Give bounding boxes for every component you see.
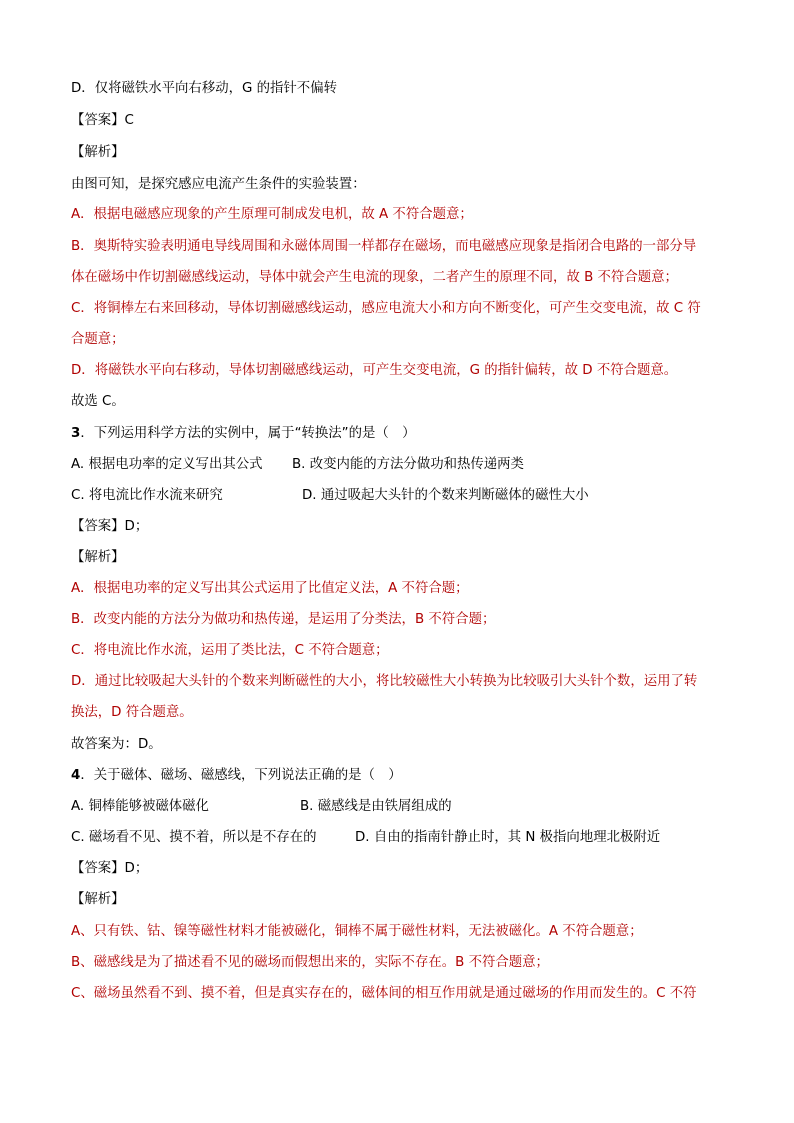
q3-analysis-line: B．改变内能的方法分为做功和热传递，是运用了分类法，B 不符合题； [71, 612, 496, 627]
question-number: 4 [71, 768, 81, 783]
q4-analysis-line: B、磁感线是为了描述看不见的磁场而假想出来的，实际不存在。B 不符合题意； [71, 955, 549, 970]
q3-analysis-line: D．通过比较吸起大头针的个数来判断磁性的大小，将比较磁性大小转换为比较吸引大头针个数，运用了转 [71, 674, 698, 689]
q4-analysis-label: 【解析】 [71, 892, 125, 907]
q2-analysis-label: 【解析】 [71, 145, 125, 160]
q2-analysis-line: A．根据电磁感应现象的产生原理可制成发电机，故 A 不符合题意； [71, 207, 473, 222]
question-3 [71, 425, 416, 443]
q4-option-c: C. 磁场看不见、摸不着，所以是不存在的 [71, 830, 317, 845]
q2-analysis-line: 体在磁场中作切割磁感线运动，导体中就会产生电流的现象，二者产生的原理不同，故 B 不符合题意； [71, 270, 678, 285]
q3-option-b: B. 改变内能的方法分做功和热传递两类 [292, 457, 524, 472]
q4-option-b: B. 磁感线是由铁屑组成的 [300, 799, 452, 814]
q3-option-c: C. 将电流比作水流来研究 [71, 488, 223, 503]
q2-analysis-line: C．将铜棒左右来回移动，导体切割磁感线运动，感应电流大小和方向不断变化，可产生交变电流，故 C 符 [71, 301, 701, 316]
q3-option-d: D. 通过吸起大头针的个数来判断磁体的磁性大小 [302, 488, 589, 503]
question-number: 3 [71, 426, 81, 441]
q4-answer: 【答案】D； [71, 861, 149, 876]
question-4 [71, 767, 402, 785]
q3-analysis-line: 故答案为：D。 [71, 737, 162, 752]
q2-analysis-line: D．将磁铁水平向右移动，导体切割磁感线运动，可产生交变电流，G 的指针偏转，故 D 不符合题意。 [71, 363, 678, 378]
q4-analysis-line: C、磁场虽然看不到、摸不着，但是真实存在的，磁体间的相互作用就是通过磁场的作用而发生的。C 不符 [71, 986, 697, 1001]
q3-analysis-label: 【解析】 [71, 550, 125, 565]
q4-option-d: D. 自由的指南针静止时，其 N 极指向地理北极附近 [355, 830, 661, 845]
q3-answer: 【答案】D； [71, 519, 149, 534]
q2-analysis-line: B．奥斯特实验表明通电导线周围和永磁体周围一样都存在磁场，而电磁感应现象是指闭合电路的一部分导 [71, 239, 697, 254]
q3-analysis-line: A．根据电功率的定义写出其公式运用了比值定义法，A 不符合题； [71, 581, 469, 596]
question-stem: ．关于磁体、磁场、磁感线，下列说法正确的是（ ） [80, 768, 402, 783]
q2-option-d: D．仅将磁铁水平向右移动，G 的指针不偏转 [71, 81, 337, 96]
q2-analysis-line: 合题意； [71, 332, 125, 347]
q2-analysis-line: 由图可知，是探究感应电流产生条件的实验装置： [71, 177, 366, 192]
q3-analysis-line: C．将电流比作水流，运用了类比法，C 不符合题意； [71, 643, 389, 658]
q4-option-a: A. 铜棒能够被磁体磁化 [71, 799, 209, 814]
q3-option-a: A. 根据电功率的定义写出其公式 [71, 457, 263, 472]
q2-analysis-line: 故选 C。 [71, 394, 125, 409]
q2-answer: 【答案】C [71, 113, 134, 128]
q4-analysis-line: A、只有铁、钴、镍等磁性材料才能被磁化，铜棒不属于磁性材料，无法被磁化。A 不符合题意； [71, 924, 643, 939]
question-stem: ．下列运用科学方法的实例中，属于“转换法”的是（ ） [80, 426, 416, 441]
q3-analysis-line: 换法，D 符合题意。 [71, 705, 193, 720]
